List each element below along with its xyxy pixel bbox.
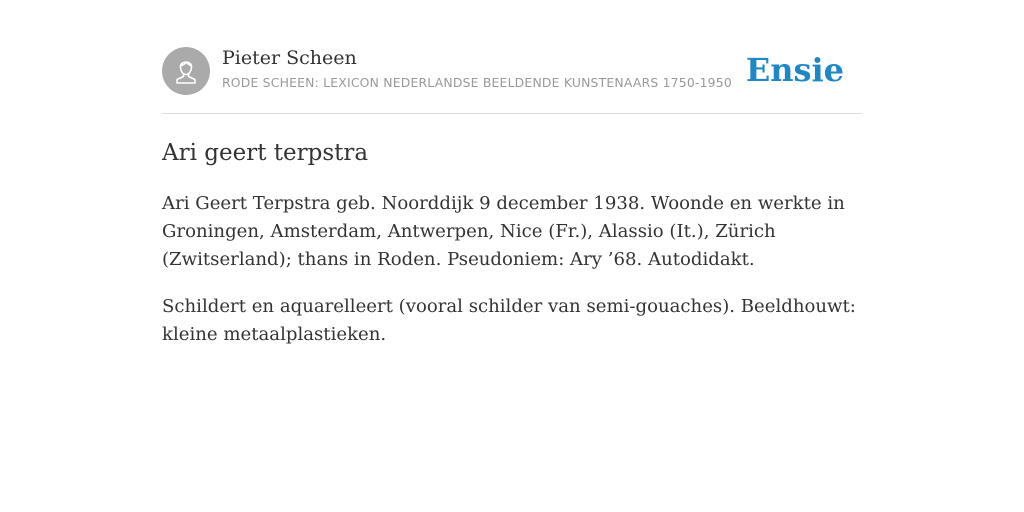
article-body — [162, 190, 862, 368]
page-container — [162, 0, 862, 345]
user-icon — [162, 47, 210, 95]
author-avatar[interactable] — [162, 47, 210, 95]
article-paragraph: Schildert en aquarelleert (vooral schilder van semi-gouaches). Beeldhouwt: kleine metaalplastieken. — [162, 296, 856, 345]
article-paragraph: Ari Geert Terpstra geb. Noorddijk 9 december 1938. Woonde en werkte in Groningen, Amsterdam, Antwerpen, Nice (Fr.), Alassio (It.), Zürich (Zwitserland); thans in Roden. Pseudoniem: Ary ’68. Autodidakt. — [162, 193, 845, 270]
article-title: Ari geert terpstra — [162, 140, 369, 166]
source-title[interactable]: RODE SCHEEN: LEXICON NEDERLANDSE BEELDENDE KUNSTENAARS 1750-1950 — [222, 75, 732, 90]
author-name[interactable]: Pieter Scheen — [222, 47, 357, 69]
ensie-logo[interactable]: Ensie — [745, 51, 844, 89]
article-header — [162, 0, 862, 114]
